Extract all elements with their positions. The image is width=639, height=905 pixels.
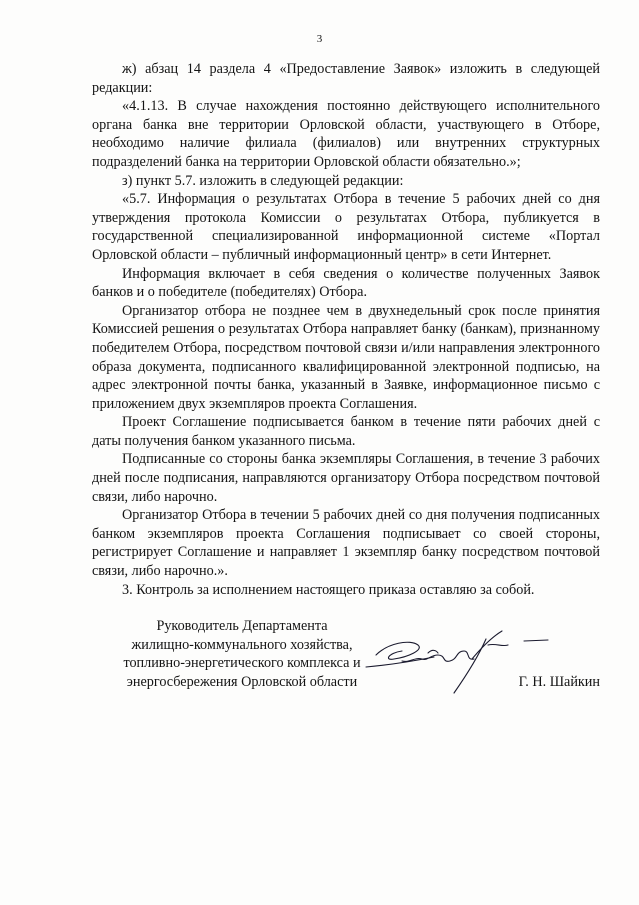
signer-position-line: топливно-энергетического комплекса и (123, 655, 361, 672)
paragraph-amendment-zh: ж) абзац 14 раздела 4 «Предоставление Заявок» изложить в следующей редакции: (92, 61, 600, 96)
signer-position-line: Руководитель Департамента (156, 618, 328, 634)
signer-position (112, 617, 372, 691)
paragraph-organizer-registration: Организатор Отбора в течении 5 рабочих дней со дня получения подписанных банком экземпляров проекта Соглашения подписывает со своей стороны, регистрирует Соглашение и направляет 1 экземпляр банку посредством почтовой связи, либо нарочно.». (92, 507, 600, 580)
page-number: 3 (316, 33, 323, 45)
paragraph-organizer-notification: Организатор отбора не позднее чем в двухнедельный срок после принятия Комиссией решения о результатах Отбора направляет банку (банкам), признанному победителем Отбора, посредством почтовой связи и/или направления электронного образа документа, подписанного квалифицированной электронной подписью, на адрес электронной почты банка, указанный в Заявке, информационное письмо с приложением двух экземпляров проекта Соглашения. (92, 302, 600, 412)
signature-block (92, 617, 600, 697)
paragraph-draft-signing: Проект Соглашение подписывается банком в течение пяти рабочих дней с даты получения банком указанного письма. (92, 414, 600, 449)
document-body (92, 60, 600, 599)
signer-position-line: энергосбережения Орловской области (126, 673, 358, 690)
paragraph-amendment-z: з) пункт 5.7. изложить в следующей редакции: (122, 172, 404, 189)
paragraph-information-content: Информация включает в себя сведения о количестве полученных Заявок банков и о победителе (победителях) Отбора. (92, 265, 600, 301)
signer-position-line: жилищно-коммунального хозяйства, (131, 636, 353, 653)
paragraph-clause-5-7: «5.7. Информация о результатах Отбора в течение 5 рабочих дней со дня утверждения протокола Комиссии о результатах Отбора, публикуется в государственной специализированной информационной системе «Портал Орловской области – публичный информационный центр» в сети Интернет. (92, 191, 600, 263)
paragraph-clause-4-1-13: «4.1.13. В случае нахождения постоянно действующего исполнительного органа банка вне территории Орловской области, участвующего в Отборе, необходимо наличие филиала (филиалов) или внутренних структурных подразделений банка на территории Орловской области обязательно.»; (92, 98, 600, 170)
paragraph-control-clause: 3. Контроль за исполнением настоящего приказа оставляю за собой. (122, 581, 535, 598)
signer-name: Г. Н. Шайкин (518, 674, 600, 690)
paragraph-signed-copies: Подписанные со стороны банка экземпляры Соглашения, в течение 3 рабочих дней после подписания, направляются организатору Отбора посредством почтовой связи, либо нарочно. (92, 451, 600, 505)
